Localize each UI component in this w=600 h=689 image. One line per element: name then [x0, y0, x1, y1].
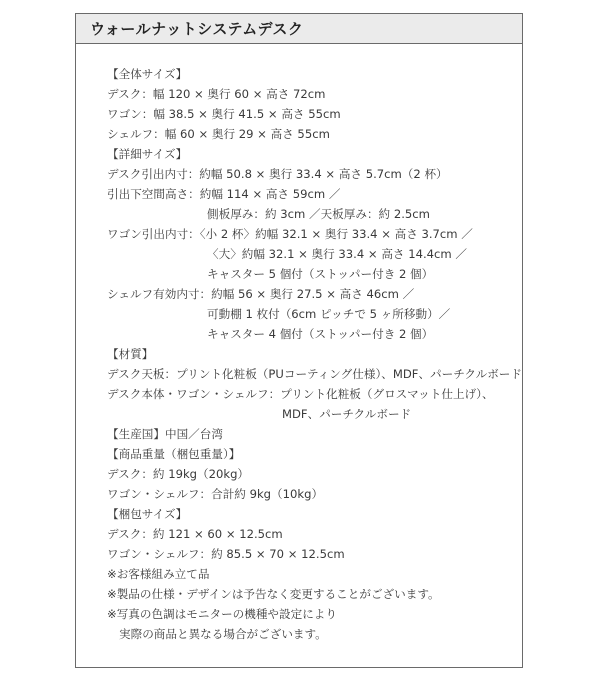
spec-line-wagon-drawer-small: ワゴン引出内寸：〈小 2 杯〉約幅 32.1 × 奥行 33.4 × 高さ 3.7cm ／ — [107, 227, 473, 241]
spec-line-wagon-shelf-package: ワゴン・シェルフ：約 85.5 × 70 × 12.5cm — [107, 547, 345, 561]
spec-line-desk-weight: デスク：約 19kg（20kg） — [107, 467, 250, 481]
spec-line-shelf-movable: 可動棚 1 枚付（6cm ピッチで 5 ヶ所移動）／ — [207, 307, 451, 321]
section-heading-package-size: 【梱包サイズ】 — [107, 507, 188, 521]
spec-line-body-material-cont: MDF、パーチクルボード — [282, 407, 412, 421]
spec-line-body-material: デスク本体・ワゴン・シェルフ：プリント化粧板（グロスマット仕上げ）、 — [107, 387, 494, 401]
spec-panel — [75, 13, 523, 668]
spec-line-desk-package: デスク：約 121 × 60 × 12.5cm — [107, 527, 283, 541]
spec-line-shelf-casters: キャスター 4 個付（ストッパー付き 2 個） — [207, 327, 434, 341]
section-heading-overall-size: 【全体サイズ】 — [107, 67, 188, 81]
spec-line-wagon-drawer-large: 〈大〉約幅 32.1 × 奥行 33.4 × 高さ 14.4cm ／ — [207, 247, 467, 261]
section-heading-detail-size: 【詳細サイズ】 — [107, 147, 188, 161]
note-assembly: ※お客様組み立て品 — [107, 567, 210, 581]
section-heading-material: 【材質】 — [107, 347, 154, 361]
spec-line-desk-top-material: デスク天板：プリント化粧板（PUコーティング仕様）、MDF、パーチクルボード — [107, 367, 522, 381]
spec-line-panel-thickness: 側板厚み：約 3cm ／天板厚み：約 2.5cm — [207, 207, 430, 221]
note-color: ※写真の色調はモニターの機種や設定により — [107, 607, 337, 621]
spec-line-under-drawer-space: 引出下空間高さ：約幅 114 × 高さ 59cm ／ — [107, 187, 341, 201]
spec-line-shelf-inner: シェルフ有効内寸：約幅 56 × 奥行 27.5 × 高さ 46cm ／ — [107, 287, 415, 301]
panel-title: ウォールナットシステムデスク — [90, 20, 304, 38]
spec-line-country: 【生産国】中国／台湾 — [107, 427, 223, 441]
spec-line-shelf-size: シェルフ：幅 60 × 奥行 29 × 高さ 55cm — [107, 127, 330, 141]
note-spec-change: ※製品の仕様・デザインは予告なく変更することがございます。 — [107, 587, 440, 601]
spec-line-wagon-casters: キャスター 5 個付（ストッパー付き 2 個） — [207, 267, 434, 281]
panel-header — [76, 14, 522, 44]
spec-line-desk-drawer: デスク引出内寸：約幅 50.8 × 奥行 33.4 × 高さ 5.7cm（2 杯） — [107, 167, 448, 181]
spec-content — [107, 64, 522, 644]
spec-line-wagon-shelf-weight: ワゴン・シェルフ：合計約 9kg（10kg） — [107, 487, 324, 501]
section-heading-weight: 【商品重量（梱包重量）】 — [107, 447, 241, 461]
note-color-cont: 実際の商品と異なる場合がございます。 — [119, 627, 327, 641]
spec-line-wagon-size: ワゴン：幅 38.5 × 奥行 41.5 × 高さ 55cm — [107, 107, 341, 121]
spec-line-desk-size: デスク：幅 120 × 奥行 60 × 高さ 72cm — [107, 87, 326, 101]
